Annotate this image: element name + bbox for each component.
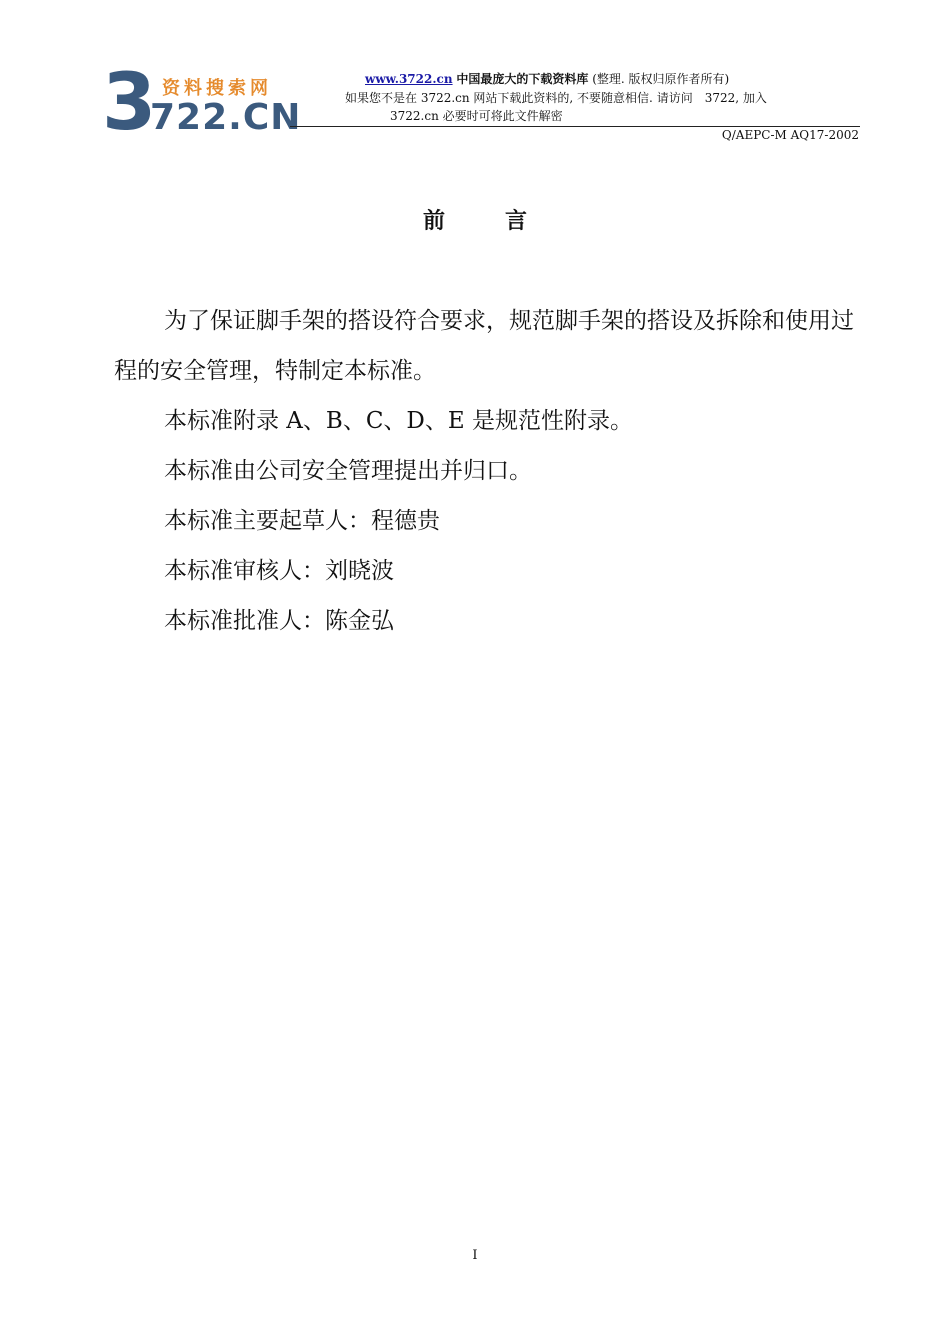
- site-logo: [100, 58, 302, 148]
- header-line-3: 3722.cn 必要时可将此文件解密: [390, 109, 563, 123]
- paragraph-approver: 本标准批准人：陈金弘: [164, 608, 394, 634]
- paragraph-drafter: 本标准主要起草人：程德贵: [164, 508, 440, 534]
- paragraph-reviewer: 本标准审核人：刘晓波: [164, 558, 394, 584]
- header-line-2: 如果您不是在 3722.cn 网站下载此资料的, 不要随意相信. 请访问 3722, 加入: [345, 91, 767, 105]
- logo-domain: 722.CN: [150, 97, 302, 138]
- logo-digit: 3: [102, 58, 157, 148]
- header-line-1: [365, 70, 729, 87]
- site-link[interactable]: www.3722.cn: [365, 72, 453, 86]
- page-title: 前言: [422, 209, 587, 234]
- document-code: Q/AEPC-M AQ17-2002: [721, 128, 859, 142]
- paragraph-appendix: 本标准附录 A、B、C、D、E 是规范性附录。: [164, 408, 633, 434]
- site-slogan: 中国最庞大的下载资料库: [456, 72, 589, 86]
- page-number: I: [472, 1248, 478, 1263]
- header-rule: [290, 126, 860, 127]
- paragraph-proposer: 本标准由公司安全管理提出并归口。: [164, 458, 532, 484]
- copyright-note: (整理. 版权归原作者所有): [592, 72, 730, 86]
- logo-tagline: 资料搜索网: [162, 78, 272, 99]
- paragraph-purpose: 为了保证脚手架的搭设符合要求，规范脚手架的搭设及拆除和使用过程的安全管理，特制定本标准。: [114, 308, 854, 384]
- body-text: [114, 296, 860, 646]
